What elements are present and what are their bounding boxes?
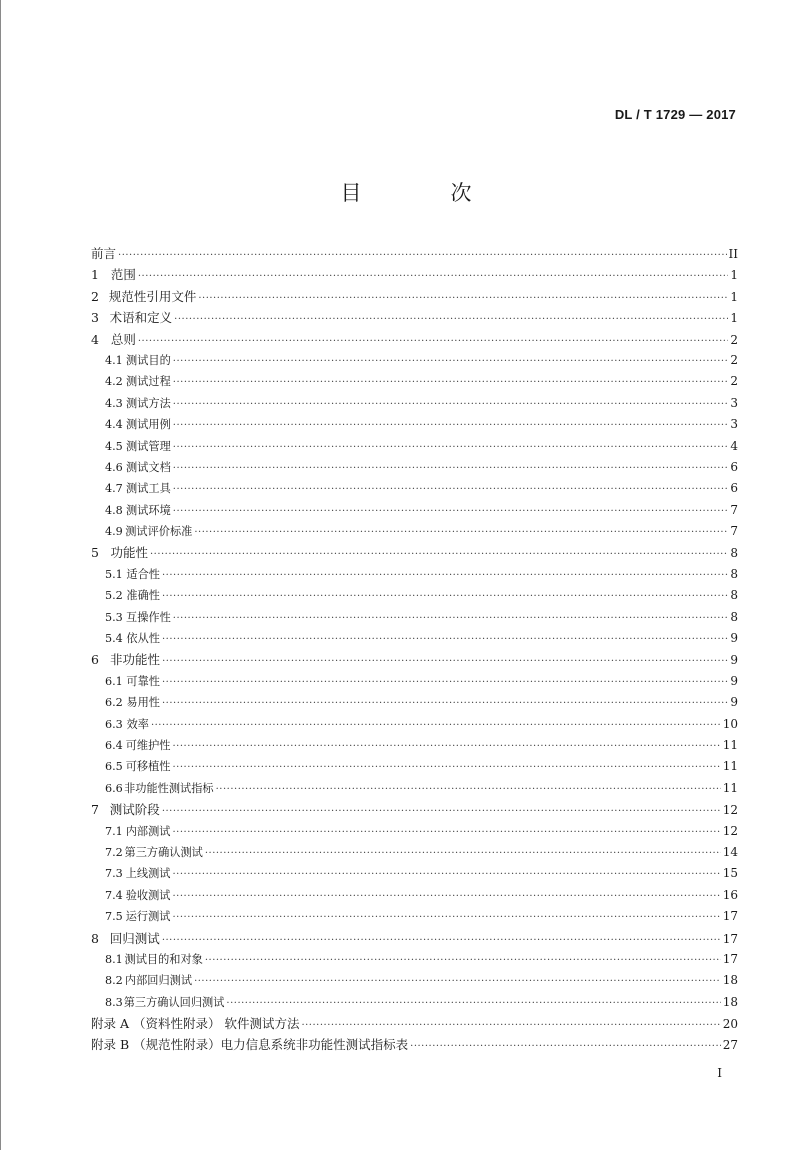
toc-entry-title: 规范性引用文件	[108, 288, 197, 304]
toc-entry-title: 非功能性	[110, 652, 161, 668]
toc-entry-title: 可维护性	[125, 738, 171, 752]
toc-entry-page: 9	[730, 653, 738, 668]
toc-entry-title: 可移植性	[125, 760, 171, 774]
dot-leader	[162, 692, 728, 714]
toc-entry-title: 功能性	[110, 545, 148, 561]
dot-leader	[162, 585, 728, 607]
toc-entry-title: 测试文档	[126, 460, 171, 474]
dot-leader	[173, 393, 729, 415]
toc-entry-page: 1	[730, 289, 738, 304]
dot-leader	[162, 649, 728, 672]
toc-entry-number: 1	[91, 267, 99, 283]
toc-entry[interactable]	[91, 607, 738, 628]
toc-entry[interactable]	[91, 628, 738, 649]
toc-entry-page: 14	[722, 844, 738, 859]
toc-entry-page: 6	[730, 459, 738, 474]
toc-entry-title: 测试阶段	[109, 802, 160, 818]
dot-leader	[151, 714, 721, 736]
toc-entry[interactable]	[91, 478, 738, 499]
toc-entry-number: 8.1	[105, 952, 123, 966]
toc-entry-number: 4.5	[105, 439, 123, 453]
toc-entry-title: 可靠性	[126, 674, 160, 688]
toc-entry[interactable]	[91, 264, 738, 285]
toc-entry-number: 8.2	[105, 974, 123, 988]
toc-entry-title: 第三方确认测试	[124, 845, 203, 859]
dot-leader	[173, 457, 729, 479]
dot-leader	[226, 992, 720, 1014]
toc-entry[interactable]	[91, 906, 738, 927]
toc-entry-title: 第三方确认回归测试	[123, 995, 225, 1009]
toc-entry-page: 3	[730, 417, 738, 432]
table-of-contents	[91, 243, 738, 1056]
toc-entry[interactable]	[91, 307, 738, 328]
toc-entry-page: 7	[730, 502, 738, 517]
dot-leader	[138, 329, 728, 352]
dot-leader	[194, 521, 728, 543]
toc-entry-page: 9	[730, 631, 738, 646]
toc-entry-page: 10	[722, 716, 738, 731]
toc-entry-number: 7.4	[105, 888, 123, 902]
toc-entry-page: 17	[722, 951, 738, 966]
toc-entry[interactable]	[91, 885, 738, 906]
toc-entry-title: 内部测试	[125, 824, 171, 838]
dot-leader	[118, 243, 727, 266]
toc-entry-title: 测试管理	[126, 439, 171, 453]
toc-entry-title: 测试用例	[126, 418, 171, 432]
toc-entry-page: 18	[722, 994, 738, 1009]
toc-entry-page: 8	[730, 546, 738, 561]
toc-entry-number: 2	[91, 288, 99, 304]
toc-entry-number: 4	[91, 331, 99, 347]
toc-entry-page: 9	[730, 695, 738, 710]
toc-entry-title: 适合性	[126, 567, 160, 581]
toc-entry-page: 2	[730, 374, 738, 389]
toc-entry-title: 非功能性测试指标	[124, 781, 214, 795]
toc-entry-page: 2	[730, 352, 738, 367]
dot-leader	[301, 1013, 720, 1036]
toc-entry[interactable]	[91, 286, 738, 307]
toc-entry[interactable]	[91, 863, 738, 884]
dot-leader	[173, 906, 721, 928]
toc-entry-title: 上线测试	[125, 867, 171, 881]
toc-entry-number: 4.4	[105, 418, 123, 432]
toc-entry-number: 5.4	[105, 632, 123, 646]
toc-entry[interactable]	[91, 436, 738, 457]
toc-entry[interactable]	[91, 735, 738, 756]
dot-leader	[162, 628, 728, 650]
dot-leader	[173, 436, 729, 458]
toc-entry[interactable]	[91, 778, 738, 799]
toc-entry-title: 附录 A （资料性附录） 软件测试方法	[91, 1016, 300, 1032]
toc-entry-number: 3	[91, 310, 99, 326]
dot-leader	[173, 500, 729, 522]
dot-leader	[173, 735, 721, 757]
toc-entry-title: 互操作性	[126, 610, 171, 624]
toc-entry-number: 4.2	[105, 375, 123, 389]
toc-entry-number: 7.1	[105, 824, 123, 838]
toc-entry-page: 15	[722, 866, 738, 881]
toc-entry-number: 8	[91, 930, 99, 946]
dot-leader	[173, 885, 721, 907]
toc-entry-page: 16	[722, 887, 738, 902]
toc-entry-number: 6.2	[105, 696, 123, 710]
toc-entry[interactable]	[91, 542, 738, 563]
toc-entry-page: II	[728, 247, 738, 261]
toc-entry[interactable]	[91, 521, 738, 542]
toc-entry-title: 依从性	[126, 632, 160, 646]
toc-entry-number: 4.9	[105, 525, 123, 539]
toc-entry-page: 17	[722, 909, 738, 924]
toc-entry-number: 4.7	[105, 482, 123, 496]
toc-entry[interactable]	[91, 393, 738, 414]
toc-entry-title: 测试工具	[126, 482, 171, 496]
toc-entry-title: 效率	[126, 717, 149, 731]
toc-entry-title: 测试目的	[126, 353, 171, 367]
toc-entry-title: 测试方法	[126, 396, 171, 410]
dot-leader	[174, 307, 728, 330]
toc-entry[interactable]	[91, 821, 738, 842]
toc-entry-number: 4.8	[105, 503, 123, 517]
toc-entry-title: 范围	[110, 267, 136, 283]
toc-entry-page: 8	[730, 588, 738, 603]
dot-leader	[410, 1034, 721, 1057]
dot-leader	[138, 264, 728, 287]
toc-entry[interactable]	[91, 928, 738, 949]
toc-entry-page: 7	[730, 524, 738, 539]
toc-entry-page: 20	[722, 1017, 738, 1032]
toc-entry-title: 内部回归测试	[124, 974, 193, 988]
toc-entry-title: 附录 B （规范性附录）电力信息系统非功能性测试指标表	[91, 1037, 409, 1053]
dot-leader	[150, 542, 728, 565]
dot-leader	[173, 607, 729, 629]
toc-entry[interactable]	[91, 457, 738, 478]
toc-entry[interactable]	[91, 992, 738, 1013]
dot-leader	[162, 671, 728, 693]
toc-entry-number: 6.3	[105, 717, 123, 731]
toc-entry-number: 6.5	[105, 760, 123, 774]
toc-entry-page: 27	[722, 1038, 738, 1053]
toc-entry[interactable]	[91, 671, 738, 692]
toc-entry-page: 12	[722, 803, 738, 818]
toc-entry-number: 4.1	[105, 353, 123, 367]
toc-entry-number: 6.6	[105, 781, 123, 795]
standard-code: DL / T 1729 — 2017	[614, 107, 736, 122]
toc-entry[interactable]	[91, 564, 738, 585]
toc-entry-page: 1	[730, 311, 738, 326]
toc-entry-page: 3	[730, 395, 738, 410]
toc-entry-title: 运行测试	[125, 910, 171, 924]
dot-leader	[198, 286, 728, 309]
toc-entry-title: 回归测试	[109, 930, 160, 946]
toc-entry-number: 6.1	[105, 674, 123, 688]
toc-entry-title: 测试环境	[126, 503, 171, 517]
toc-entry-number: 7.5	[105, 910, 123, 924]
toc-entry-title: 测试过程	[126, 375, 171, 389]
toc-entry[interactable]	[91, 692, 738, 713]
toc-entry-number: 7.3	[105, 867, 123, 881]
toc-entry[interactable]	[91, 649, 738, 670]
toc-entry[interactable]	[91, 756, 738, 777]
page-left-border	[0, 0, 1, 1150]
toc-entry[interactable]	[91, 1013, 738, 1034]
toc-entry[interactable]	[91, 799, 738, 820]
dot-leader	[173, 478, 729, 500]
dot-leader	[162, 564, 728, 586]
toc-entry[interactable]	[91, 585, 738, 606]
toc-entry-title: 测试目的和对象	[124, 952, 203, 966]
toc-entry-title: 验收测试	[125, 888, 171, 902]
dot-leader	[205, 842, 721, 864]
dot-leader	[173, 414, 729, 436]
toc-entry[interactable]	[91, 414, 738, 435]
toc-entry-page: 4	[730, 438, 738, 453]
toc-entry-title: 测试评价标准	[125, 525, 193, 539]
toc-entry[interactable]	[91, 949, 738, 970]
toc-entry-number: 6.4	[105, 738, 123, 752]
page-number: I	[717, 1066, 722, 1080]
toc-entry-title: 准确性	[126, 589, 160, 603]
dot-leader	[194, 970, 721, 992]
toc-entry-page: 8	[730, 609, 738, 624]
dot-leader	[216, 778, 721, 800]
page-title: 目 次	[340, 181, 506, 205]
toc-entry-number: 8.3	[105, 995, 123, 1009]
toc-entry[interactable]	[91, 243, 738, 264]
toc-entry-number: 5	[91, 545, 99, 561]
toc-entry-number: 4.3	[105, 396, 123, 410]
dot-leader	[173, 821, 721, 843]
toc-entry-title: 易用性	[126, 696, 160, 710]
toc-entry[interactable]	[91, 500, 738, 521]
dot-leader	[173, 863, 721, 885]
toc-entry-page: 8	[730, 566, 738, 581]
dot-leader	[173, 371, 729, 393]
toc-entry[interactable]	[91, 371, 738, 392]
toc-entry-page: 17	[722, 931, 738, 946]
toc-entry-page: 18	[722, 973, 738, 988]
toc-entry[interactable]	[91, 1034, 738, 1055]
toc-entry[interactable]	[91, 350, 738, 371]
toc-entry[interactable]	[91, 842, 738, 863]
toc-entry-number: 7	[91, 802, 99, 818]
toc-entry[interactable]	[91, 714, 738, 735]
toc-entry-page: 6	[730, 481, 738, 496]
toc-entry-page: 12	[722, 823, 738, 838]
toc-entry-title: 前言	[91, 246, 117, 261]
dot-leader	[162, 928, 721, 951]
toc-entry-page: 11	[722, 780, 738, 795]
dot-leader	[162, 799, 721, 822]
dot-leader	[173, 350, 729, 372]
toc-entry[interactable]	[91, 329, 738, 350]
toc-entry-number: 4.6	[105, 460, 123, 474]
toc-entry-number: 7.2	[105, 845, 123, 859]
toc-entry[interactable]	[91, 970, 738, 991]
toc-entry-number: 5.3	[105, 610, 123, 624]
dot-leader	[173, 756, 721, 778]
toc-entry-number: 5.1	[105, 567, 123, 581]
toc-entry-page: 1	[730, 268, 738, 283]
toc-entry-page: 9	[730, 673, 738, 688]
toc-entry-page: 11	[722, 737, 738, 752]
toc-entry-page: 2	[730, 332, 738, 347]
toc-entry-title: 总则	[110, 331, 136, 347]
toc-entry-page: 11	[722, 759, 738, 774]
toc-entry-number: 6	[91, 652, 99, 668]
toc-entry-number: 5.2	[105, 589, 123, 603]
dot-leader	[205, 949, 721, 971]
toc-entry-title: 术语和定义	[109, 310, 173, 326]
